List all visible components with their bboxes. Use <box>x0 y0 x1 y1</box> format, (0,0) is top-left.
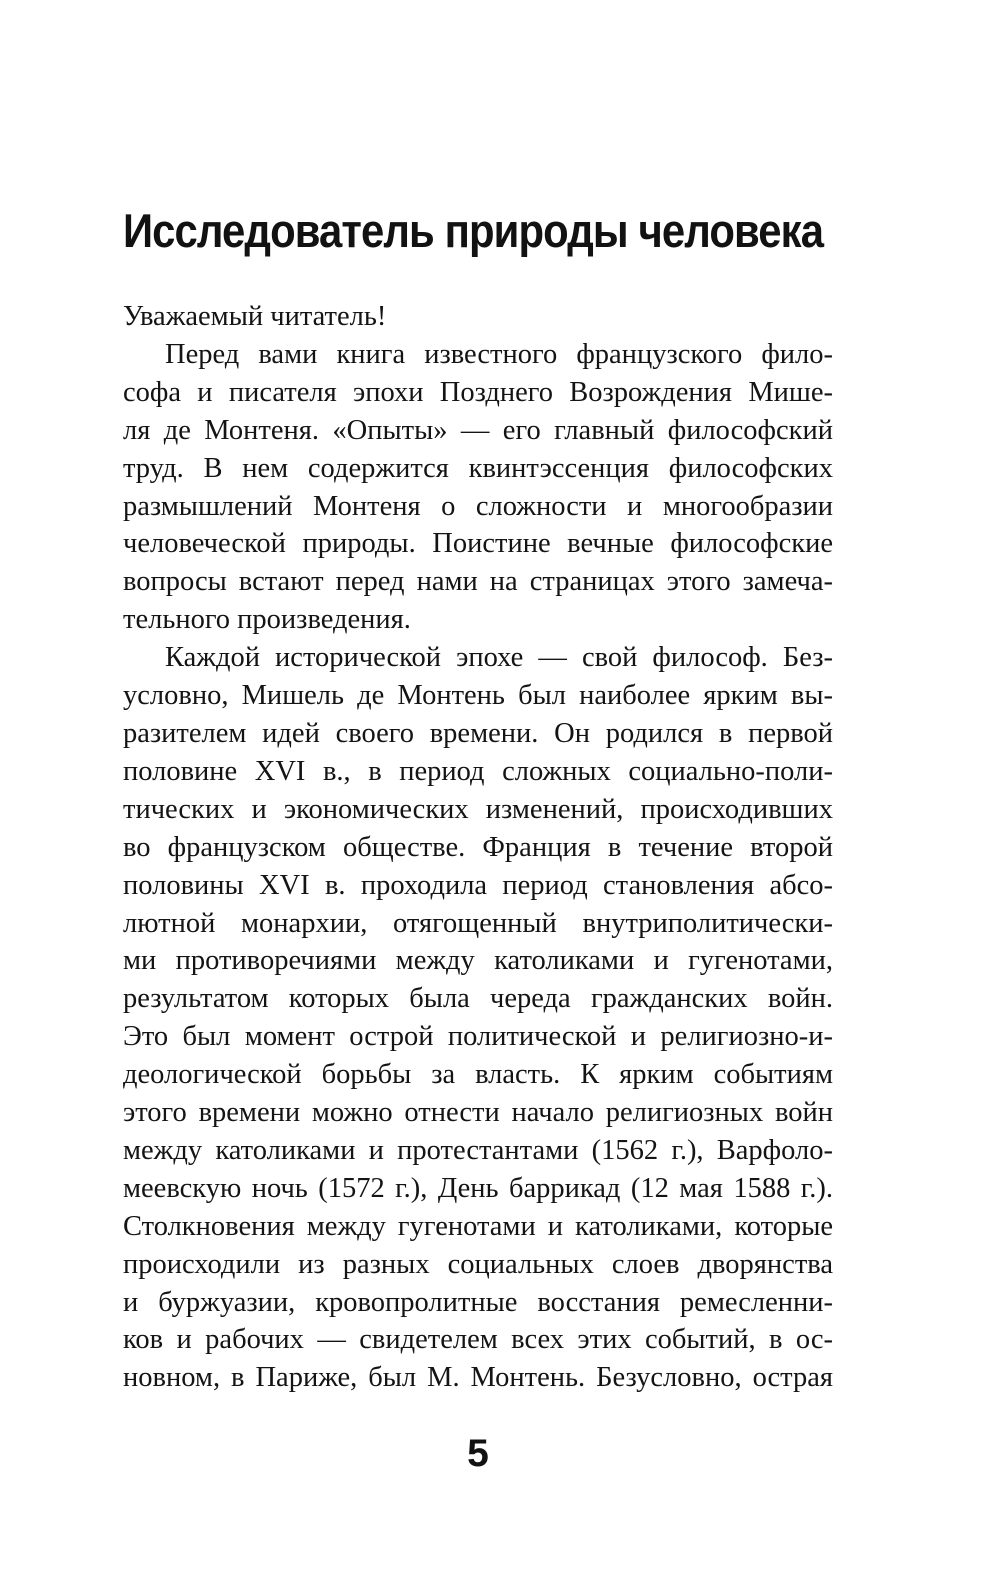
chapter-title: Исследователь природы человека <box>123 204 824 258</box>
body-line: вопросы встают перед нами на страницах этого замеча- <box>123 566 833 598</box>
body-text <box>123 298 833 1397</box>
body-line: происходили из разных социальных слоев дворянства <box>123 1248 833 1280</box>
body-line: труд. В нем содержится квинтэссенция философских <box>123 452 833 484</box>
body-line: софа и писателя эпохи Позднего Возрождения Мише- <box>123 376 833 408</box>
body-line: ля де Монтеня. «Опыты» — его главный философский <box>123 414 833 446</box>
body-line: половине XVI в., в период сложных социально-поли- <box>123 755 833 787</box>
body-line: и буржуазии, кровопролитные восстания ремесленни- <box>123 1286 833 1318</box>
body-line: ми противоречиями между католиками и гугенотами, <box>123 945 833 977</box>
body-line: тических и экономических изменений, происходивших <box>123 793 833 825</box>
body-line: результатом которых была череда гражданских войн. <box>123 983 833 1015</box>
body-line: условно, Мишель де Монтень был наиболее ярким вы- <box>123 680 833 712</box>
body-line: размышлений Монтеня о сложности и многообразии <box>123 490 833 522</box>
body-line: половины XVI в. проходила период становления абсо- <box>123 869 833 901</box>
body-line: Это был момент острой политической и религиозно-и- <box>123 1021 833 1053</box>
page-number: 5 <box>467 1432 489 1475</box>
body-line: между католиками и протестантами (1562 г.), Варфоло- <box>123 1134 833 1166</box>
body-line: разителем идей своего времени. Он родился в первой <box>123 717 833 749</box>
body-line: меевскую ночь (1572 г.), День баррикад (12 мая 1588 г.). <box>123 1172 833 1204</box>
body-line: тельного произведения. <box>123 604 411 636</box>
body-line: Столкновения между гугенотами и католиками, которые <box>123 1210 833 1242</box>
body-line: этого времени можно отнести начало религиозных войн <box>123 1097 833 1129</box>
body-line: ков и рабочих — свидетелем всех этих событий, в ос- <box>123 1324 833 1356</box>
body-line: Уважаемый читатель! <box>123 301 387 332</box>
body-line: человеческой природы. Поистине вечные философские <box>123 528 833 560</box>
body-line: новном, в Париже, был М. Монтень. Безусловно, острая <box>123 1362 833 1394</box>
body-line: во французском обществе. Франция в течение второй <box>123 831 833 863</box>
body-line: Каждой исторической эпохе — свой философ. Без- <box>165 642 833 674</box>
body-line: деологической борьбы за власть. К ярким событиям <box>123 1059 833 1091</box>
body-line: лютной монархии, отягощенный внутриполитически- <box>123 907 833 939</box>
body-line: Перед вами книга известного французского фило- <box>165 338 833 370</box>
